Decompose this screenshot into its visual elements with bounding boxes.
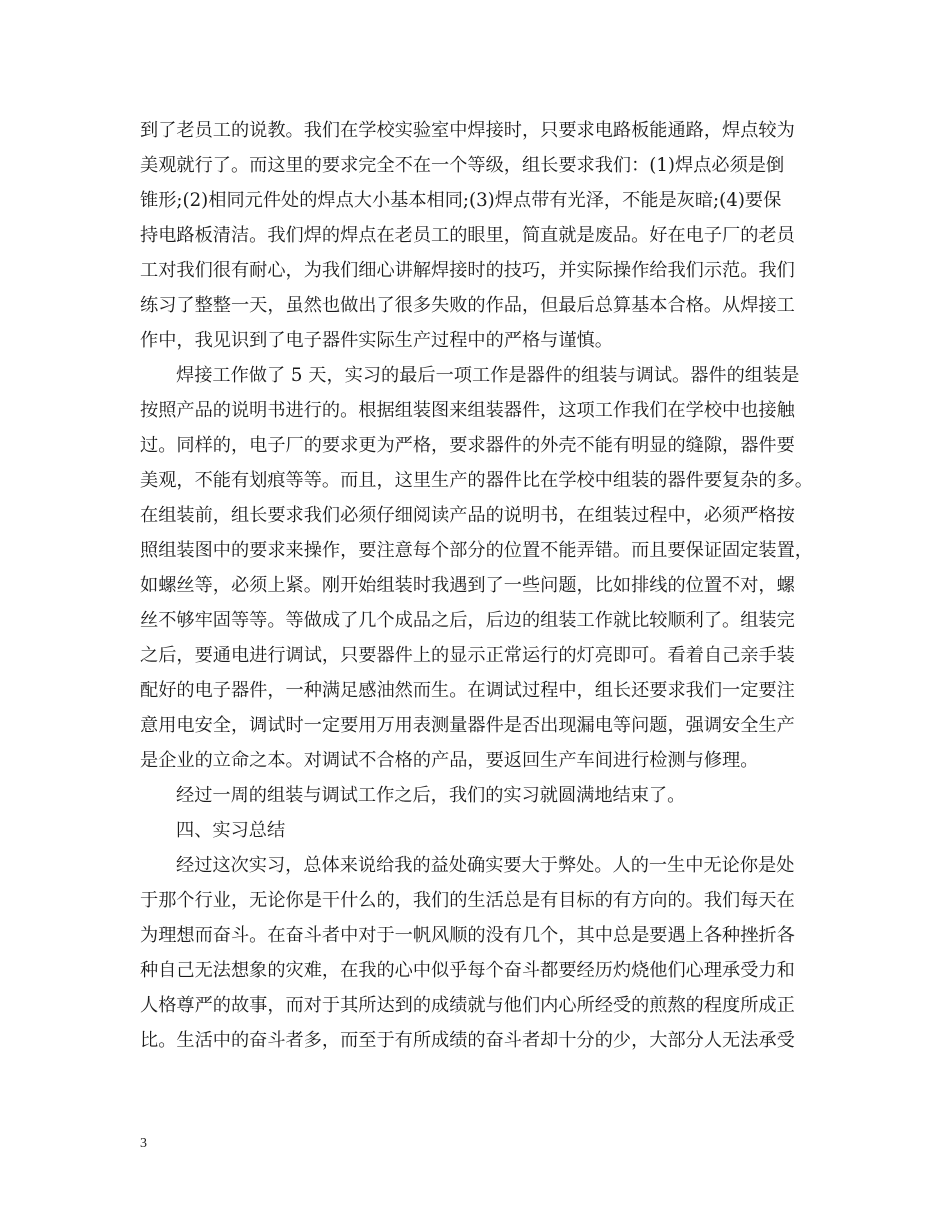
body-text [140, 113, 825, 1058]
text-line: 丝不够牢固等等。等做成了几个成品之后，后边的组装工作就比较顺利了。组装完 [140, 610, 795, 631]
text-line: 照组装图中的要求来操作，要注意每个部分的位置不能弄错。而且要保证固定装置， [140, 540, 813, 561]
text-line: 到了老员工的说教。我们在学校实验室中焊接时，只要求电路板能通路，焊点较为 [140, 120, 795, 141]
text-line: 美观，不能有划痕等等。而且，这里生产的器件比在学校中组装的器件要复杂的多。 [140, 470, 813, 491]
text-line: 于那个行业，无论你是干什么的，我们的生活总是有目标的有方向的。我们每天在 [140, 890, 795, 911]
text-line: 过。同样的，电子厂的要求更为严格，要求器件的外壳不能有明显的缝隙，器件要 [140, 435, 795, 456]
text-line: 比。生活中的奋斗者多，而至于有所成绩的奋斗者却十分的少，大部分人无法承受 [140, 1030, 795, 1051]
page-number: 3 [140, 1136, 147, 1151]
text-line: 在组装前，组长要求我们必须仔细阅读产品的说明书，在组装过程中，必须严格按 [140, 505, 795, 526]
text-line: 为理想而奋斗。在奋斗者中对于一帆风顺的没有几个，其中总是要遇上各种挫折各 [140, 925, 795, 946]
text-line: 美观就行了。而这里的要求完全不在一个等级，组长要求我们：(1)焊点必须是倒 [140, 155, 785, 176]
text-line: 工对我们很有耐心，为我们细心讲解焊接时的技巧，并实际操作给我们示范。我们 [140, 260, 795, 281]
text-line: 作中，我见识到了电子器件实际生产过程中的严格与谨慎。 [140, 330, 613, 351]
paragraph-first-line: 经过一周的组装与调试工作之后，我们的实习就圆满地结束了。 [176, 785, 686, 806]
text-line: 种自己无法想象的灾难，在我的心中似乎每个奋斗都要经历灼烧他们心理承受力和 [140, 960, 795, 981]
text-line: 配好的电子器件，一种满足感油然而生。在调试过程中，组长还要求我们一定要注 [140, 680, 795, 701]
paragraph-first-line: 焊接工作做了 5 天，实习的最后一项工作是器件的组装与调试。器件的组装是 [176, 365, 800, 386]
paragraph-first-line: 四、实习总结 [176, 820, 286, 841]
paragraph-first-line: 经过这次实习，总体来说给我的益处确实要大于弊处。人的一生中无论你是处 [176, 855, 795, 876]
text-line: 意用电安全，调试时一定要用万用表测量器件是否出现漏电等问题，强调安全生产 [140, 715, 795, 736]
text-line: 人格尊严的故事，而对于其所达到的成绩就与他们内心所经受的煎熬的程度所成正 [140, 995, 795, 1016]
text-line: 练习了整整一天，虽然也做出了很多失败的作品，但最后总算基本合格。从焊接工 [140, 295, 795, 316]
text-line: 是企业的立命之本。对调试不合格的产品，要返回生产车间进行检测与修理。 [140, 750, 759, 771]
text-line: 锥形;(2)相同元件处的焊点大小基本相同;(3)焊点带有光泽，不能是灰暗;(4)要保 [140, 190, 782, 211]
text-line: 如螺丝等，必须上紧。刚开始组装时我遇到了一些问题，比如排线的位置不对，螺 [140, 575, 795, 596]
text-line: 按照产品的说明书进行的。根据组装图来组装器件，这项工作我们在学校中也接触 [140, 400, 795, 421]
text-line: 持电路板清洁。我们焊的焊点在老员工的眼里，简直就是废品。好在电子厂的老员 [140, 225, 795, 246]
text-line: 之后，要通电进行调试，只要器件上的显示正常运行的灯亮即可。看着自己亲手装 [140, 645, 795, 666]
